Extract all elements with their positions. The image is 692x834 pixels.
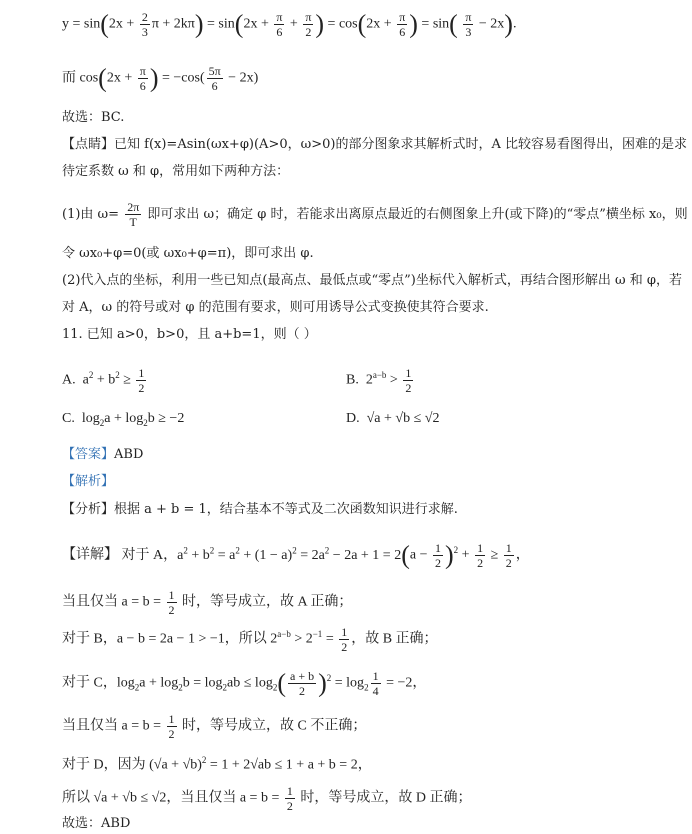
option-b: B. $2^{a-b}$ > $\frac{1}{2}$ xyxy=(346,366,412,395)
detail-tag: 【详解】 xyxy=(62,547,118,563)
option-a: A. $a^2 + b^2$ ≥ $\frac{1}{2}$ xyxy=(62,366,145,395)
dianjing-line-2: 待定系数 ω 和 φ，常用如下两种方法： xyxy=(62,164,290,179)
final-selection: 故选：ABD xyxy=(62,816,131,831)
option-c: C. $\log_2a + \log_2b \ge -2$ xyxy=(62,411,185,428)
detail-d-line-1: 对于 D，因为 $(√a + √b)^2 = 1 + 2√ab \le 1 + a + b = 2$， xyxy=(62,755,372,773)
dianjing-tag: 【点睛】 xyxy=(62,137,115,152)
dianjing-line-1 xyxy=(62,135,687,155)
omega-numerator: 2π xyxy=(127,200,140,214)
question-stem: 11. 已知 a>0，b>0，且 a+b=1，则（ ） xyxy=(62,327,317,342)
equation-line-2: 而 cos(2x + $\frac{\pi}{6}$ ) = −cos( $\frac{5\pi}{6}$ − 2x) xyxy=(62,63,259,93)
analysis-tag: 【解析】 xyxy=(62,474,115,489)
fenxi-text: 根据 a + b = 1，结合基本不等式及二次函数知识进行求解. xyxy=(114,502,458,517)
detail-a-line-2: 当且仅当 a = b = $\frac{1}{2}$ 时，等号成立，故 A 正确； xyxy=(62,588,353,617)
equation-line-1: y = sin(2x + $\frac{2}{3}$ π + 2kπ) = sin(2x + $\frac{\pi}{6}$ + $\frac{\pi}{2}$ ) = cos(2x + $\frac{\pi}{6}$ ) = sin( $\frac{\pi}{3}$ − 2x). xyxy=(62,9,517,39)
fenxi-line xyxy=(62,500,652,520)
answer-line xyxy=(62,445,652,465)
detail-c-line-2: 当且仅当 a = b = $\frac{1}{2}$ 时，等号成立，故 C 不正确； xyxy=(62,712,367,741)
method-1-line-2: 令 ωx₀+φ=0(或 ωx₀+φ=π)，即可求出 φ. xyxy=(62,246,314,261)
method-1-line xyxy=(62,200,688,229)
detail-d-line-2: 所以 √a + √b ≤ √2，当且仅当 a = b = $\frac{1}{2}$ 时，等号成立，故 D 正确； xyxy=(62,784,472,813)
omega-denominator: T xyxy=(129,215,137,229)
option-d: D. √a + √b ≤ √2 xyxy=(346,411,440,426)
fenxi-tag: 【分析】 xyxy=(62,502,115,517)
dianjing-text-1: 已知 f(x)=Asin(ωx+φ)(A>0，ω>0)的部分图象求其解析式时，A 比较容易看图得出，困难的是求 xyxy=(114,137,687,152)
detail-c-line-1: 对于 C，$\log_2a + \log_2b = \log_2ab \le \log_2$( $\frac{a + b}{2}$ )$^2 = \log_2$ $\frac{1}{4}$ = −2， xyxy=(62,668,427,698)
method-2-line-1: (2)代入点的坐标，利用一些已知点(最高点、最低点或“零点”)坐标代入解析式，再结合图形解出 ω 和 φ，若 xyxy=(62,273,682,288)
detail-a-line-1: 【详解】 对于 A，$a^2 + b^2 = a^2 + (1 - a)^2 = 2a^2 - 2a + 1 = 2(a$ − $\frac{1}{2}$ )$^2$ + $\frac{1}{2}$ ≥ $\frac{1}{2}$ ， xyxy=(62,540,530,570)
method-2-line-2: 对 A，ω 的符号或对 φ 的范围有要求，则可用诱导公式变换使其符合要求. xyxy=(62,300,489,315)
selection-text-1: 故选：BC. xyxy=(62,110,125,125)
method-1-prefix: (1)由 ω= xyxy=(62,207,120,222)
answer-value: ABD xyxy=(114,447,144,462)
detail-b-line: 对于 B，a − b = 2a − 1 > −1，所以 $2^{a-b} > 2^{-1}$ = $\frac{1}{2}$ ，故 B 正确； xyxy=(62,624,438,654)
method-1-text: 即可求出 ω；确定 φ 时，若能求出离原点最近的右侧图象上升(或下降)的“零点”横坐标 x₀，则 xyxy=(147,207,688,222)
answer-tag: 【答案】 xyxy=(62,447,115,462)
